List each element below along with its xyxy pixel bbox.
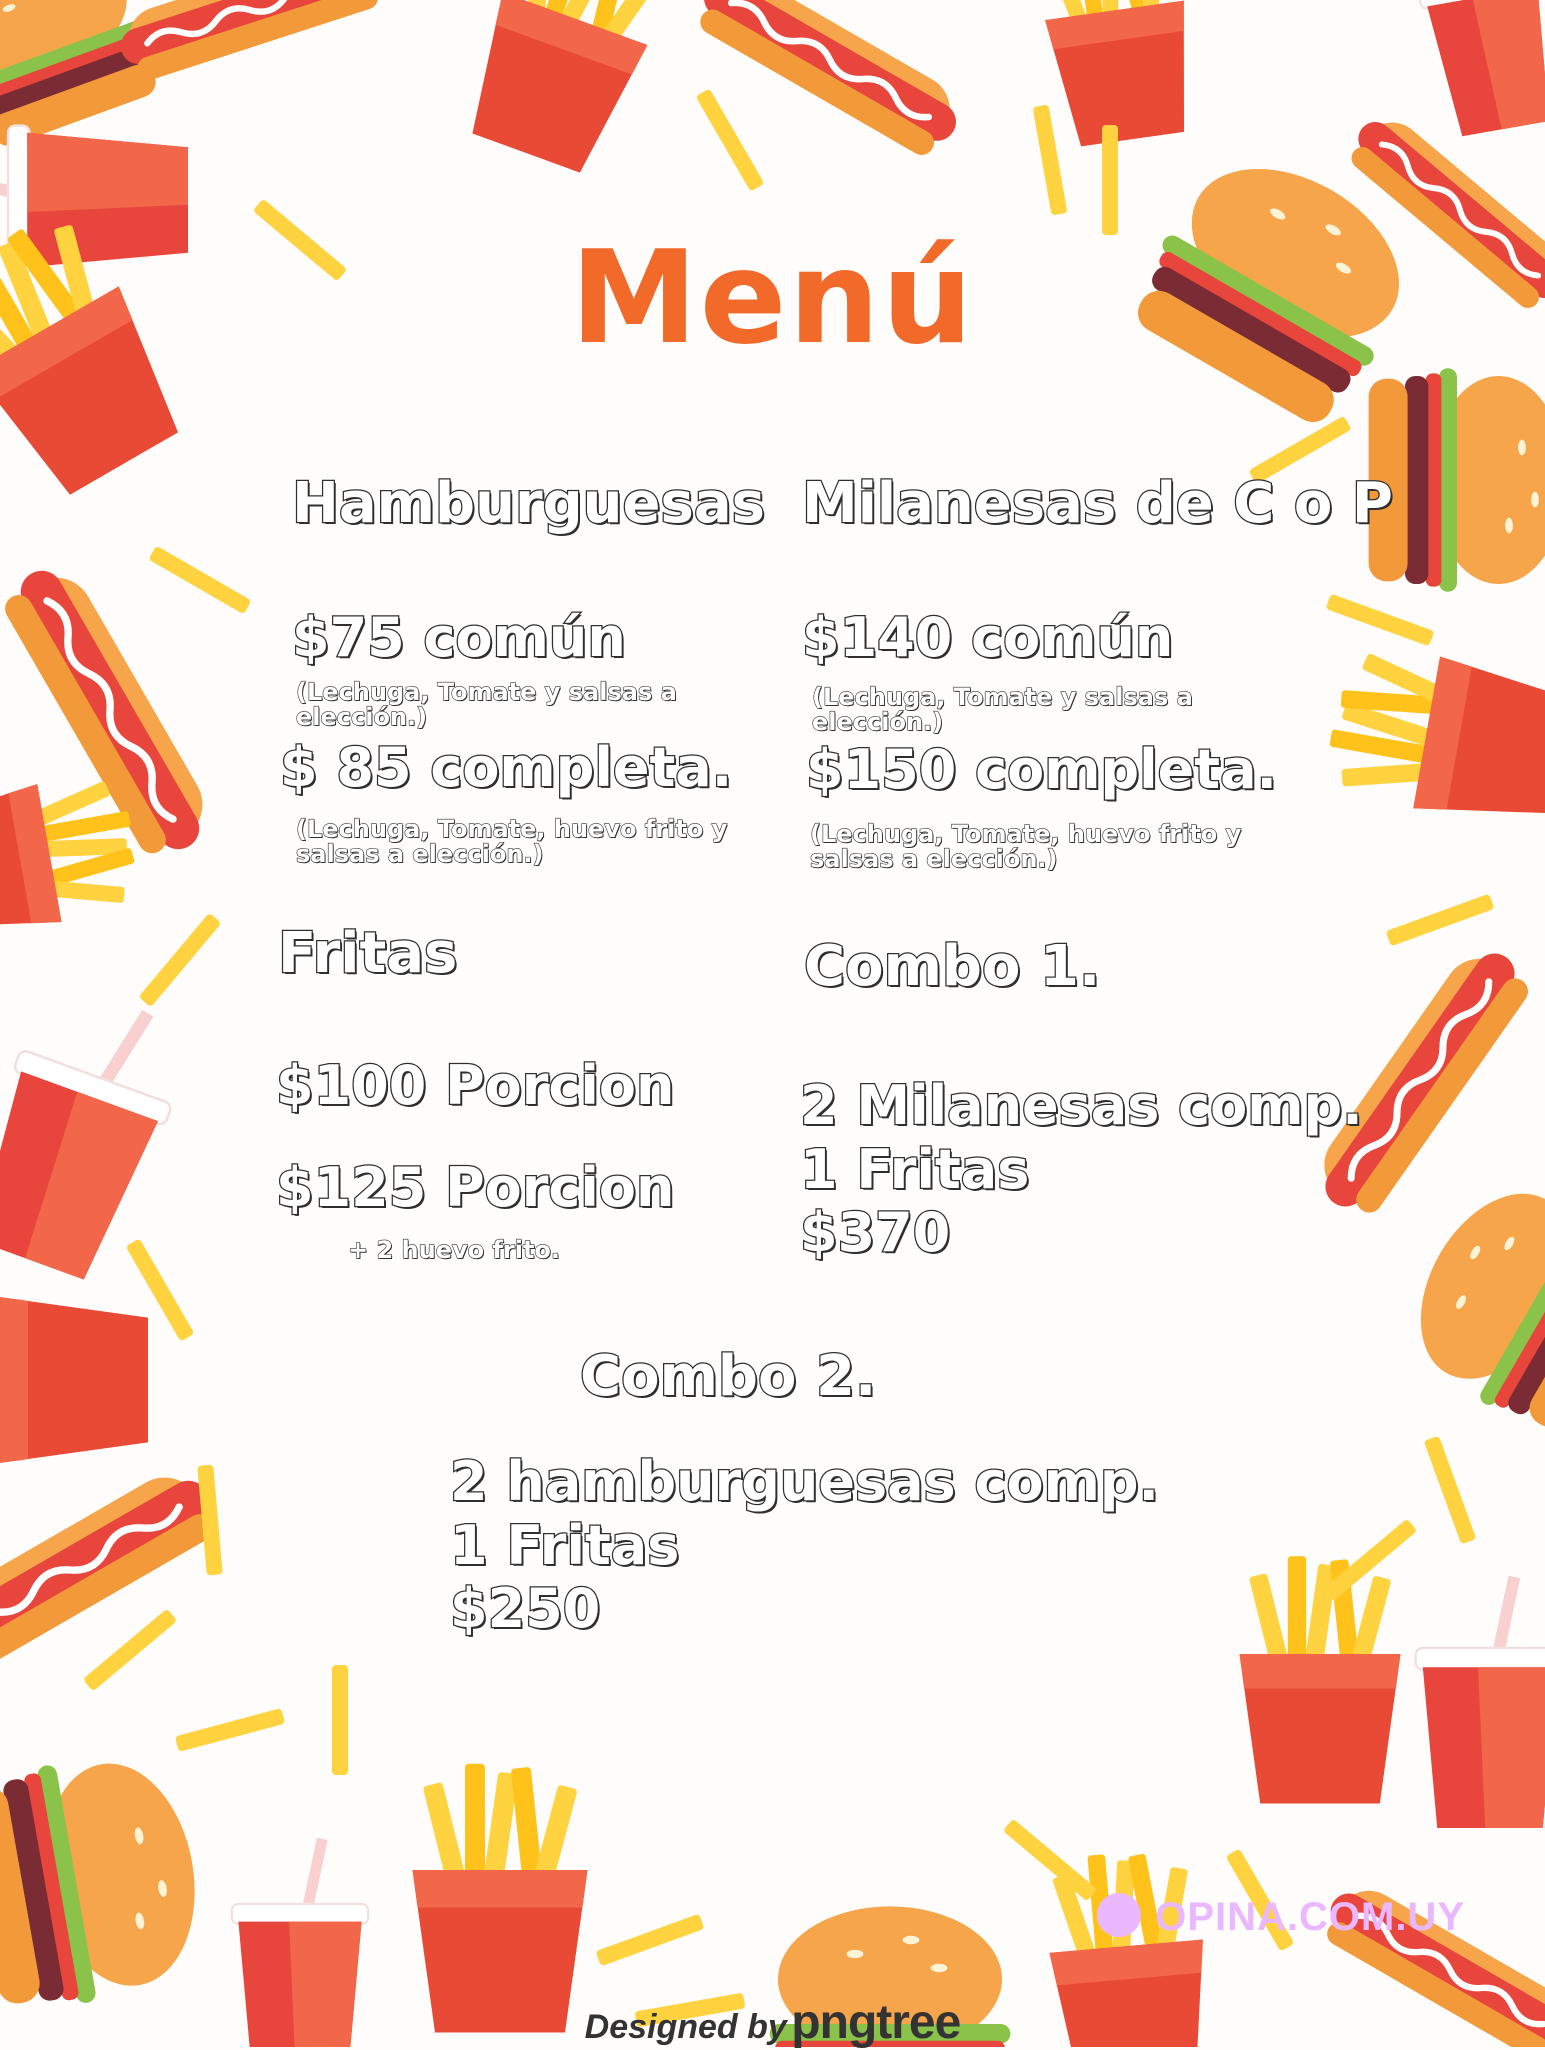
hamburguesas-heading: Hamburguesas (292, 471, 765, 536)
combo1-line1: 2 Milanesas comp. (800, 1074, 1363, 1137)
hamburguesa-completa-note: (Lechuga, Tomate, huevo frito y salsas a elección.) (296, 815, 728, 869)
fritas-porcion-price: $100 Porcion (276, 1054, 675, 1117)
fritas-porcion-huevo-note: + 2 huevo frito. (348, 1236, 561, 1264)
fritas-porcion-huevo-price: $125 Porcion (276, 1156, 675, 1219)
design-credit (0, 1995, 1545, 2050)
watermark-text: OPINA.COM.UY (1155, 1895, 1465, 1939)
combo2-price: $250 (450, 1577, 601, 1641)
credit-brand: pngtree (791, 1996, 961, 2049)
hamburguesa-comun-price: $75 común (292, 606, 626, 669)
chat-bubble-icon (1097, 1893, 1141, 1937)
watermark (1097, 1895, 1465, 1941)
hamburguesa-completa-price: $ 85 completa. (280, 736, 733, 799)
milanesa-completa-price: $150 completa. (806, 738, 1278, 801)
milanesa-comun-note: (Lechuga, Tomate y salsas a elección.) (812, 683, 1193, 737)
combo2-line2: 1 Fritas (450, 1513, 680, 1577)
milanesa-comun-price: $140 común (802, 606, 1174, 669)
combo2-details (450, 1450, 1159, 1641)
milanesa-completa-note: (Lechuga, Tomate, huevo frito y salsas a elección.) (810, 820, 1242, 874)
menu-title: Menú (570, 224, 975, 373)
combo1-details (800, 1074, 1363, 1265)
hamburguesa-comun-note: (Lechuga, Tomate y salsas a elección.) (296, 678, 677, 732)
combo2-line1: 2 hamburguesas comp. (450, 1450, 1160, 1513)
combo1-line2: 1 Fritas (800, 1137, 1030, 1201)
combo1-heading: Combo 1. (804, 934, 1101, 999)
combo1-price: $370 (800, 1201, 951, 1265)
milanesas-heading: Milanesas de C o P (802, 471, 1393, 536)
credit-designed-by: Designed by (584, 2008, 787, 2046)
fritas-heading: Fritas (278, 921, 458, 986)
combo2-heading: Combo 2. (580, 1344, 877, 1409)
